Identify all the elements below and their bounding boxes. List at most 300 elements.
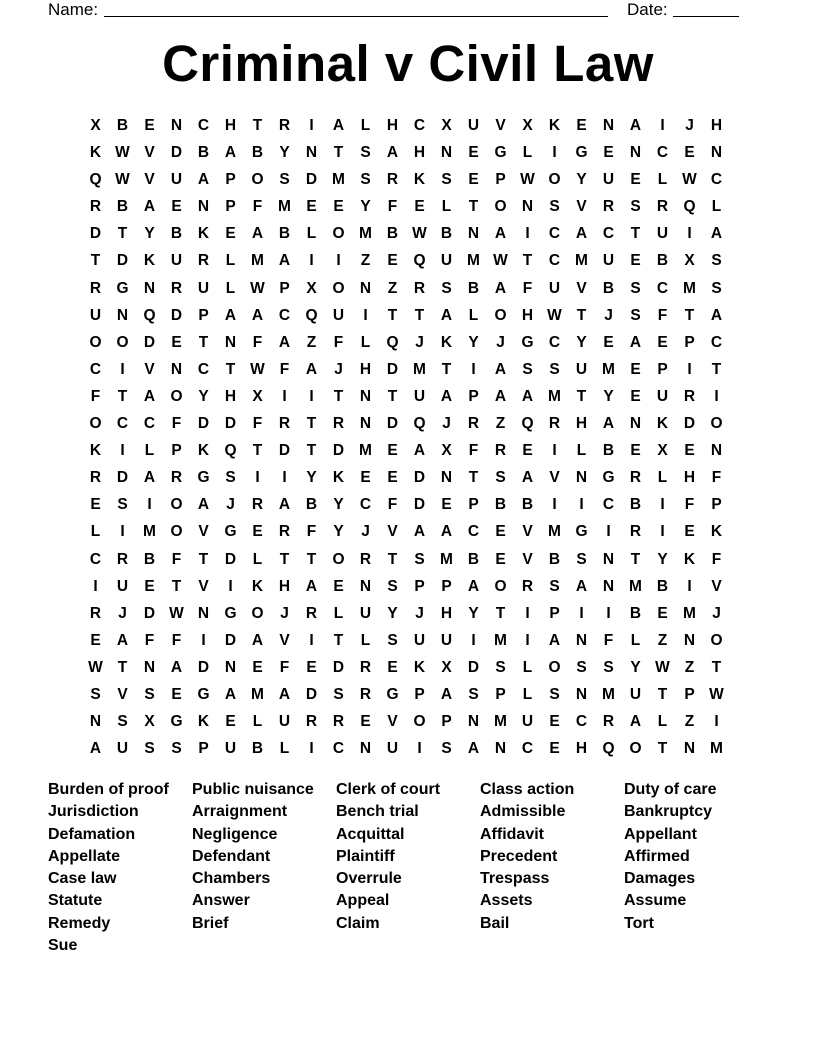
grid-letter: W	[169, 604, 184, 622]
word-bank-item: Class action	[480, 781, 575, 798]
word-bank-item: Acquittal	[336, 825, 405, 843]
grid-letter: S	[630, 198, 641, 216]
grid-letter: O	[494, 306, 507, 324]
grid-letter: T	[387, 550, 398, 568]
grid-letter: P	[549, 604, 560, 622]
grid-row	[82, 491, 730, 518]
grid-letter: I	[471, 360, 476, 378]
grid-row	[82, 410, 730, 437]
grid-row	[82, 518, 730, 545]
grid-letter: J	[442, 415, 451, 433]
grid-letter: A	[494, 387, 507, 405]
name-blank-line	[104, 16, 608, 17]
grid-letter: I	[228, 577, 233, 595]
grid-letter: Y	[657, 550, 668, 568]
grid-letter: D	[683, 415, 696, 433]
grid-letter: N	[143, 658, 156, 676]
grid-letter: B	[143, 550, 156, 568]
grid-letter: E	[549, 713, 560, 731]
grid-letter: T	[684, 306, 695, 324]
grid-letter: J	[685, 117, 694, 134]
grid-letter: W	[547, 306, 562, 324]
grid-letter: H	[440, 604, 453, 622]
grid-letter: U	[278, 713, 291, 731]
grid-letter: L	[360, 631, 371, 649]
grid-letter: F	[333, 333, 344, 351]
grid-row	[82, 383, 730, 410]
word-bank-item: Defendant	[192, 847, 271, 865]
word-bank-item: Claim	[336, 914, 380, 932]
grid-letter: Z	[387, 279, 398, 297]
grid-letter: O	[170, 496, 183, 514]
grid-letter: U	[413, 387, 426, 405]
grid-letter: M	[494, 631, 507, 649]
grid-letter: O	[332, 279, 345, 297]
grid-letter: Q	[413, 252, 426, 270]
grid-letter: N	[494, 740, 507, 758]
grid-letter: J	[604, 306, 613, 324]
word-bank-item: Bench trial	[336, 803, 419, 821]
grid-letter: C	[359, 496, 372, 514]
grid-letter: A	[413, 442, 426, 460]
grid-letter: C	[521, 740, 534, 758]
grid-letter: T	[306, 442, 317, 460]
grid-letter: J	[334, 360, 343, 378]
grid-letter: S	[495, 658, 506, 676]
grid-letter: W	[115, 171, 130, 189]
name-label: Name:	[48, 0, 99, 19]
grid-letter: I	[525, 631, 530, 649]
grid-letter: R	[251, 496, 264, 514]
grid-letter: A	[629, 117, 642, 134]
grid-letter: R	[683, 387, 696, 405]
grid-letter: E	[414, 198, 425, 216]
grid-letter: E	[657, 333, 668, 351]
grid-letter: A	[440, 685, 453, 703]
grid-letter: G	[224, 523, 237, 541]
grid-row	[82, 329, 730, 356]
grid-letter: C	[602, 225, 615, 243]
grid-letter: P	[171, 442, 182, 460]
grid-letter: R	[359, 685, 372, 703]
grid-letter: R	[197, 252, 210, 270]
grid-letter: V	[522, 523, 533, 541]
grid-letter: B	[305, 496, 318, 514]
grid-letter: D	[224, 550, 237, 568]
grid-letter: J	[415, 604, 424, 622]
grid-letter: A	[494, 360, 507, 378]
grid-letter: B	[629, 496, 642, 514]
grid-letter: C	[548, 333, 561, 351]
grid-letter: S	[522, 360, 533, 378]
word-bank-item: Trespass	[480, 870, 550, 888]
grid-letter: B	[602, 279, 615, 297]
grid-letter: N	[359, 577, 372, 595]
grid-letter: T	[711, 658, 722, 676]
grid-letter: R	[413, 279, 426, 297]
grid-letter: E	[387, 469, 398, 487]
grid-letter: T	[522, 252, 533, 270]
grid-letter: V	[495, 117, 506, 134]
grid-letter: C	[197, 117, 210, 134]
grid-letter: E	[171, 333, 182, 351]
grid-letter: W	[655, 658, 670, 676]
grid-letter: L	[306, 225, 317, 243]
grid-letter: I	[714, 713, 719, 731]
grid-letter: Y	[468, 333, 479, 351]
grid-letter: A	[575, 577, 588, 595]
grid-letter: I	[120, 360, 125, 378]
grid-letter: N	[683, 631, 696, 649]
grid-letter: P	[441, 577, 452, 595]
grid-letter: Y	[468, 604, 479, 622]
grid-letter: I	[120, 523, 125, 541]
grid-letter: O	[710, 631, 723, 649]
grid-row	[82, 573, 730, 600]
grid-letter: L	[468, 306, 479, 324]
grid-letter: Y	[630, 658, 641, 676]
grid-letter: N	[224, 333, 237, 351]
grid-letter: Z	[657, 631, 668, 649]
grid-letter: N	[602, 550, 615, 568]
grid-letter: W	[250, 279, 265, 297]
grid-letter: U	[575, 360, 588, 378]
grid-letter: S	[144, 685, 155, 703]
grid-letter: E	[252, 523, 263, 541]
grid-letter: X	[252, 387, 263, 405]
grid-letter: S	[576, 658, 587, 676]
grid-letter: C	[602, 496, 615, 514]
grid-letter: I	[660, 523, 665, 541]
grid-letter: V	[549, 469, 560, 487]
grid-letter: R	[629, 523, 642, 541]
grid-letter: U	[656, 225, 669, 243]
grid-row	[82, 600, 730, 627]
grid-letter: S	[549, 198, 560, 216]
grid-letter: E	[495, 550, 506, 568]
grid-letter: V	[387, 713, 398, 731]
grid-letter: G	[602, 469, 615, 487]
grid-letter: O	[548, 658, 561, 676]
grid-letter: L	[711, 198, 722, 216]
grid-letter: F	[252, 198, 263, 216]
grid-letter: U	[629, 685, 642, 703]
grid-row	[82, 247, 730, 274]
grid-letter: I	[93, 577, 98, 595]
word-bank-item: Duty of care	[624, 781, 717, 798]
grid-letter: M	[143, 523, 156, 541]
grid-letter: H	[710, 117, 723, 134]
grid-letter: E	[387, 252, 398, 270]
grid-letter: N	[89, 713, 102, 731]
grid-letter: B	[602, 442, 615, 460]
grid-letter: R	[521, 577, 534, 595]
grid-letter: R	[332, 713, 345, 731]
grid-letter: F	[387, 198, 398, 216]
grid-letter: D	[278, 442, 291, 460]
grid-letter: T	[333, 144, 344, 162]
grid-letter: U	[386, 740, 399, 758]
grid-letter: J	[496, 333, 505, 351]
grid-letter: E	[603, 333, 614, 351]
grid-letter: K	[332, 469, 345, 487]
grid-letter: L	[657, 171, 668, 189]
grid-letter: Z	[495, 415, 506, 433]
grid-letter: E	[387, 658, 398, 676]
grid-letter: T	[387, 387, 398, 405]
grid-letter: X	[306, 279, 317, 297]
grid-letter: V	[144, 360, 155, 378]
grid-letter: X	[522, 117, 533, 134]
grid-letter: R	[89, 279, 102, 297]
grid-letter: O	[413, 713, 426, 731]
grid-letter: K	[413, 658, 426, 676]
grid-letter: M	[278, 198, 291, 216]
grid-letter: K	[89, 144, 102, 162]
grid-letter: B	[278, 225, 291, 243]
grid-letter: Y	[198, 387, 209, 405]
grid-letter: T	[225, 360, 236, 378]
grid-letter: L	[522, 144, 533, 162]
grid-letter: A	[548, 631, 561, 649]
grid-letter: S	[549, 685, 560, 703]
grid-letter: F	[171, 550, 182, 568]
grid-letter: T	[657, 740, 668, 758]
grid-letter: G	[386, 685, 399, 703]
grid-letter: N	[683, 740, 696, 758]
grid-letter: D	[197, 415, 210, 433]
grid-letter: S	[711, 252, 722, 270]
grid-letter: C	[710, 171, 723, 189]
grid-letter: H	[224, 387, 237, 405]
grid-letter: U	[440, 252, 453, 270]
grid-letter: P	[225, 171, 236, 189]
grid-letter: I	[471, 631, 476, 649]
grid-letter: I	[309, 631, 314, 649]
grid-letter: T	[333, 387, 344, 405]
grid-letter: C	[89, 360, 102, 378]
grid-letter: H	[575, 415, 588, 433]
grid-letter: A	[629, 713, 642, 731]
grid-letter: Y	[144, 225, 155, 243]
grid-letter: I	[363, 306, 368, 324]
grid-letter: K	[89, 442, 102, 460]
grid-letter: O	[170, 387, 183, 405]
grid-letter: E	[468, 171, 479, 189]
grid-letter: Y	[279, 144, 290, 162]
grid-letter: D	[116, 252, 129, 270]
grid-letter: R	[170, 279, 183, 297]
grid-letter: T	[198, 333, 209, 351]
grid-letter: Q	[683, 198, 696, 216]
grid-letter: R	[116, 550, 129, 568]
grid-letter: T	[657, 685, 668, 703]
grid-letter: V	[522, 550, 533, 568]
grid-letter: E	[576, 117, 587, 134]
grid-letter: O	[494, 198, 507, 216]
grid-letter: P	[468, 496, 479, 514]
grid-letter: A	[521, 387, 534, 405]
grid-letter: U	[602, 171, 615, 189]
grid-letter: K	[197, 442, 210, 460]
grid-letter: A	[710, 225, 723, 243]
grid-letter: M	[251, 252, 264, 270]
grid-letter: N	[440, 469, 453, 487]
word-bank-item: Appellate	[48, 847, 121, 865]
grid-letter: K	[197, 225, 210, 243]
grid-letter: E	[144, 117, 155, 134]
grid-letter: O	[116, 333, 129, 351]
grid-letter: R	[332, 415, 345, 433]
grid-letter: A	[116, 631, 129, 649]
word-bank-item: Case law	[48, 870, 117, 888]
word-bank-item: Defamation	[48, 825, 136, 843]
grid-letter: A	[143, 469, 156, 487]
grid-letter: Y	[333, 496, 344, 514]
grid-letter: P	[441, 713, 452, 731]
word-bank-item: Admissible	[480, 803, 566, 821]
grid-letter: I	[282, 469, 287, 487]
grid-letter: O	[548, 171, 561, 189]
grid-letter: L	[360, 117, 371, 134]
grid-letter: N	[305, 144, 318, 162]
grid-letter: M	[359, 442, 372, 460]
grid-letter: L	[522, 658, 533, 676]
grid-letter: P	[414, 685, 425, 703]
grid-letter: E	[144, 577, 155, 595]
grid-letter: J	[712, 604, 721, 622]
grid-letter: S	[225, 469, 236, 487]
grid-letter: I	[120, 442, 125, 460]
grid-letter: F	[90, 387, 101, 405]
grid-letter: D	[413, 496, 426, 514]
grid-letter: B	[386, 225, 399, 243]
word-bank-item: Arraignment	[192, 803, 288, 821]
grid-letter: F	[684, 496, 695, 514]
grid-letter: E	[441, 496, 452, 514]
grid-letter: B	[116, 117, 129, 134]
grid-letter: T	[414, 306, 425, 324]
grid-letter: E	[495, 523, 506, 541]
grid-letter: G	[521, 333, 534, 351]
grid-letter: V	[117, 685, 128, 703]
grid-row	[82, 708, 730, 735]
grid-letter: V	[198, 523, 209, 541]
grid-letter: E	[630, 442, 641, 460]
grid-letter: E	[360, 713, 371, 731]
grid-letter: A	[440, 387, 453, 405]
grid-letter: H	[386, 117, 399, 134]
grid-letter: O	[494, 577, 507, 595]
grid-letter: R	[89, 198, 102, 216]
grid-letter: M	[359, 225, 372, 243]
word-bank-item: Negligence	[192, 825, 278, 843]
grid-letter: N	[467, 713, 480, 731]
grid-letter: R	[602, 713, 615, 731]
grid-letter: I	[687, 225, 692, 243]
grid-letter: D	[305, 171, 318, 189]
grid-letter: K	[656, 415, 669, 433]
grid-letter: E	[225, 225, 236, 243]
grid-letter: Q	[224, 442, 237, 460]
grid-letter: U	[197, 279, 210, 297]
grid-letter: J	[280, 604, 289, 622]
grid-letter: S	[630, 306, 641, 324]
grid-letter: N	[710, 442, 723, 460]
grid-letter: L	[144, 442, 155, 460]
grid-letter: N	[197, 604, 210, 622]
grid-letter: F	[711, 469, 722, 487]
grid-letter: L	[441, 198, 452, 216]
word-bank-item: Precedent	[480, 847, 558, 865]
grid-letter: M	[251, 685, 264, 703]
grid-letter: B	[467, 550, 480, 568]
grid-letter: E	[360, 469, 371, 487]
grid-letter: V	[576, 279, 587, 297]
grid-letter: I	[579, 496, 584, 514]
grid-letter: O	[251, 604, 264, 622]
grid-letter: T	[117, 225, 128, 243]
grid-letter: T	[630, 550, 641, 568]
worksheet-header	[48, 0, 748, 20]
grid-letter: I	[579, 604, 584, 622]
grid-letter: E	[333, 198, 344, 216]
grid-letter: R	[602, 198, 615, 216]
grid-letter: A	[440, 306, 453, 324]
grid-letter: E	[90, 631, 101, 649]
grid-letter: W	[493, 252, 508, 270]
grid-letter: F	[306, 523, 317, 541]
grid-letter: E	[684, 523, 695, 541]
grid-letter: B	[170, 225, 183, 243]
grid-letter: C	[467, 523, 480, 541]
grid-letter: S	[360, 144, 371, 162]
grid-letter: R	[278, 117, 291, 134]
grid-letter: D	[143, 604, 156, 622]
grid-letter: S	[603, 658, 614, 676]
grid-letter: L	[333, 604, 344, 622]
grid-letter: M	[413, 360, 426, 378]
grid-letter: F	[387, 496, 398, 514]
page-title: Criminal v Civil Law	[162, 35, 654, 92]
grid-letter: G	[494, 144, 507, 162]
grid-letter: R	[278, 523, 291, 541]
grid-letter: I	[687, 577, 692, 595]
grid-letter: D	[89, 225, 102, 243]
grid-letter: T	[198, 550, 209, 568]
grid-letter: N	[440, 144, 453, 162]
grid-letter: F	[171, 415, 182, 433]
grid-letter: A	[332, 117, 345, 134]
grid-row	[82, 193, 730, 220]
grid-letter: I	[714, 387, 719, 405]
grid-letter: F	[252, 415, 263, 433]
grid-letter: U	[224, 740, 237, 758]
grid-letter: U	[548, 279, 561, 297]
grid-letter: V	[279, 631, 290, 649]
grid-letter: C	[278, 306, 291, 324]
grid-letter: U	[602, 252, 615, 270]
grid-letter: I	[552, 144, 557, 162]
grid-letter: L	[252, 550, 263, 568]
grid-letter: S	[387, 577, 398, 595]
grid-letter: I	[660, 117, 665, 134]
grid-letter: B	[548, 550, 561, 568]
grid-letter: O	[629, 740, 642, 758]
grid-letter: A	[251, 225, 264, 243]
grid-letter: N	[710, 144, 723, 162]
grid-letter: E	[306, 658, 317, 676]
